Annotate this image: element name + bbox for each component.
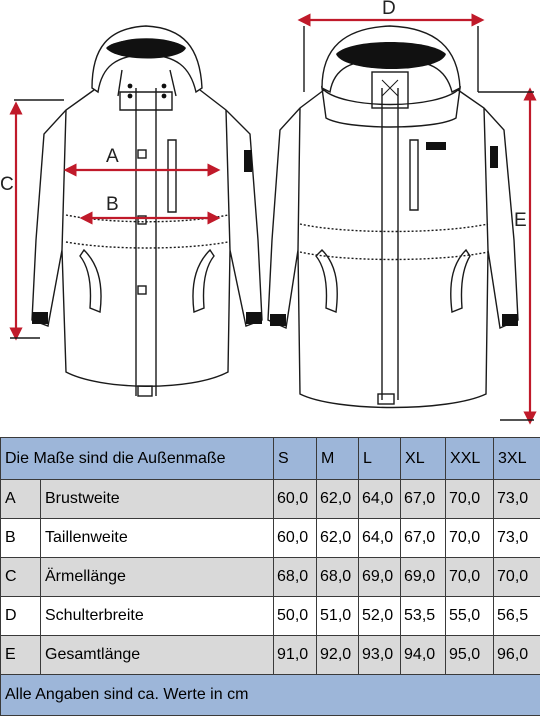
size-value: 56,5	[494, 597, 540, 636]
size-value: 96,0	[494, 636, 540, 675]
pocket-icon	[316, 250, 337, 312]
row-name: Taillenweite	[41, 519, 274, 558]
size-value: 62,0	[317, 480, 359, 519]
size-value: 69,0	[359, 558, 401, 597]
table-row	[1, 636, 540, 675]
size-value: 94,0	[401, 636, 446, 675]
table-footer-row	[1, 675, 540, 716]
size-value: 50,0	[274, 597, 317, 636]
size-header: 3XL	[494, 438, 540, 480]
jacket-front-view	[32, 26, 262, 396]
collar-logo-icon	[372, 72, 408, 108]
zipper-icon	[168, 140, 176, 212]
size-value: 67,0	[401, 480, 446, 519]
size-value: 60,0	[274, 480, 317, 519]
zipper-icon	[410, 140, 418, 210]
table-header-row	[1, 438, 540, 480]
size-value: 70,0	[494, 558, 540, 597]
size-value: 91,0	[274, 636, 317, 675]
row-name: Gesamtlänge	[41, 636, 274, 675]
size-value: 67,0	[401, 519, 446, 558]
size-value: 62,0	[317, 519, 359, 558]
size-value: 68,0	[274, 558, 317, 597]
size-value: 73,0	[494, 519, 540, 558]
table-row	[1, 558, 540, 597]
table-header-label: Die Maße sind die Außenmaße	[1, 438, 274, 480]
label-b: B	[106, 194, 119, 215]
cuff-icon	[270, 314, 286, 326]
size-value: 95,0	[446, 636, 494, 675]
size-value: 70,0	[446, 519, 494, 558]
table-row	[1, 597, 540, 636]
label-e: E	[514, 210, 527, 231]
hood-icon	[92, 26, 202, 92]
size-header: M	[317, 438, 359, 480]
size-value: 93,0	[359, 636, 401, 675]
size-value: 92,0	[317, 636, 359, 675]
label-d: D	[382, 0, 396, 19]
size-value: 51,0	[317, 597, 359, 636]
label-c: C	[0, 174, 14, 195]
row-key: C	[1, 558, 41, 597]
size-value: 60,0	[274, 519, 317, 558]
table-row	[1, 519, 540, 558]
jacket-back-view	[268, 26, 518, 408]
size-value: 70,0	[446, 558, 494, 597]
cuff-icon	[32, 312, 48, 324]
size-value: 52,0	[359, 597, 401, 636]
size-value: 73,0	[494, 480, 540, 519]
row-key: B	[1, 519, 41, 558]
label-a: A	[106, 146, 119, 167]
size-value: 70,0	[446, 480, 494, 519]
size-value: 69,0	[401, 558, 446, 597]
size-header: XL	[401, 438, 446, 480]
row-name: Schulterbreite	[41, 597, 274, 636]
row-name: Ärmellänge	[41, 558, 274, 597]
table-footer-note: Alle Angaben sind ca. Werte in cm	[1, 675, 540, 716]
row-name: Brustweite	[41, 480, 274, 519]
size-value: 55,0	[446, 597, 494, 636]
size-value: 64,0	[359, 480, 401, 519]
size-value: 53,5	[401, 597, 446, 636]
pocket-icon	[80, 250, 101, 312]
row-key: D	[1, 597, 41, 636]
size-header: L	[359, 438, 401, 480]
table-row	[1, 480, 540, 519]
size-value: 68,0	[317, 558, 359, 597]
size-header: XXL	[446, 438, 494, 480]
size-value: 64,0	[359, 519, 401, 558]
size-table	[0, 437, 540, 716]
row-key: A	[1, 480, 41, 519]
row-key: E	[1, 636, 41, 675]
size-header: S	[274, 438, 317, 480]
